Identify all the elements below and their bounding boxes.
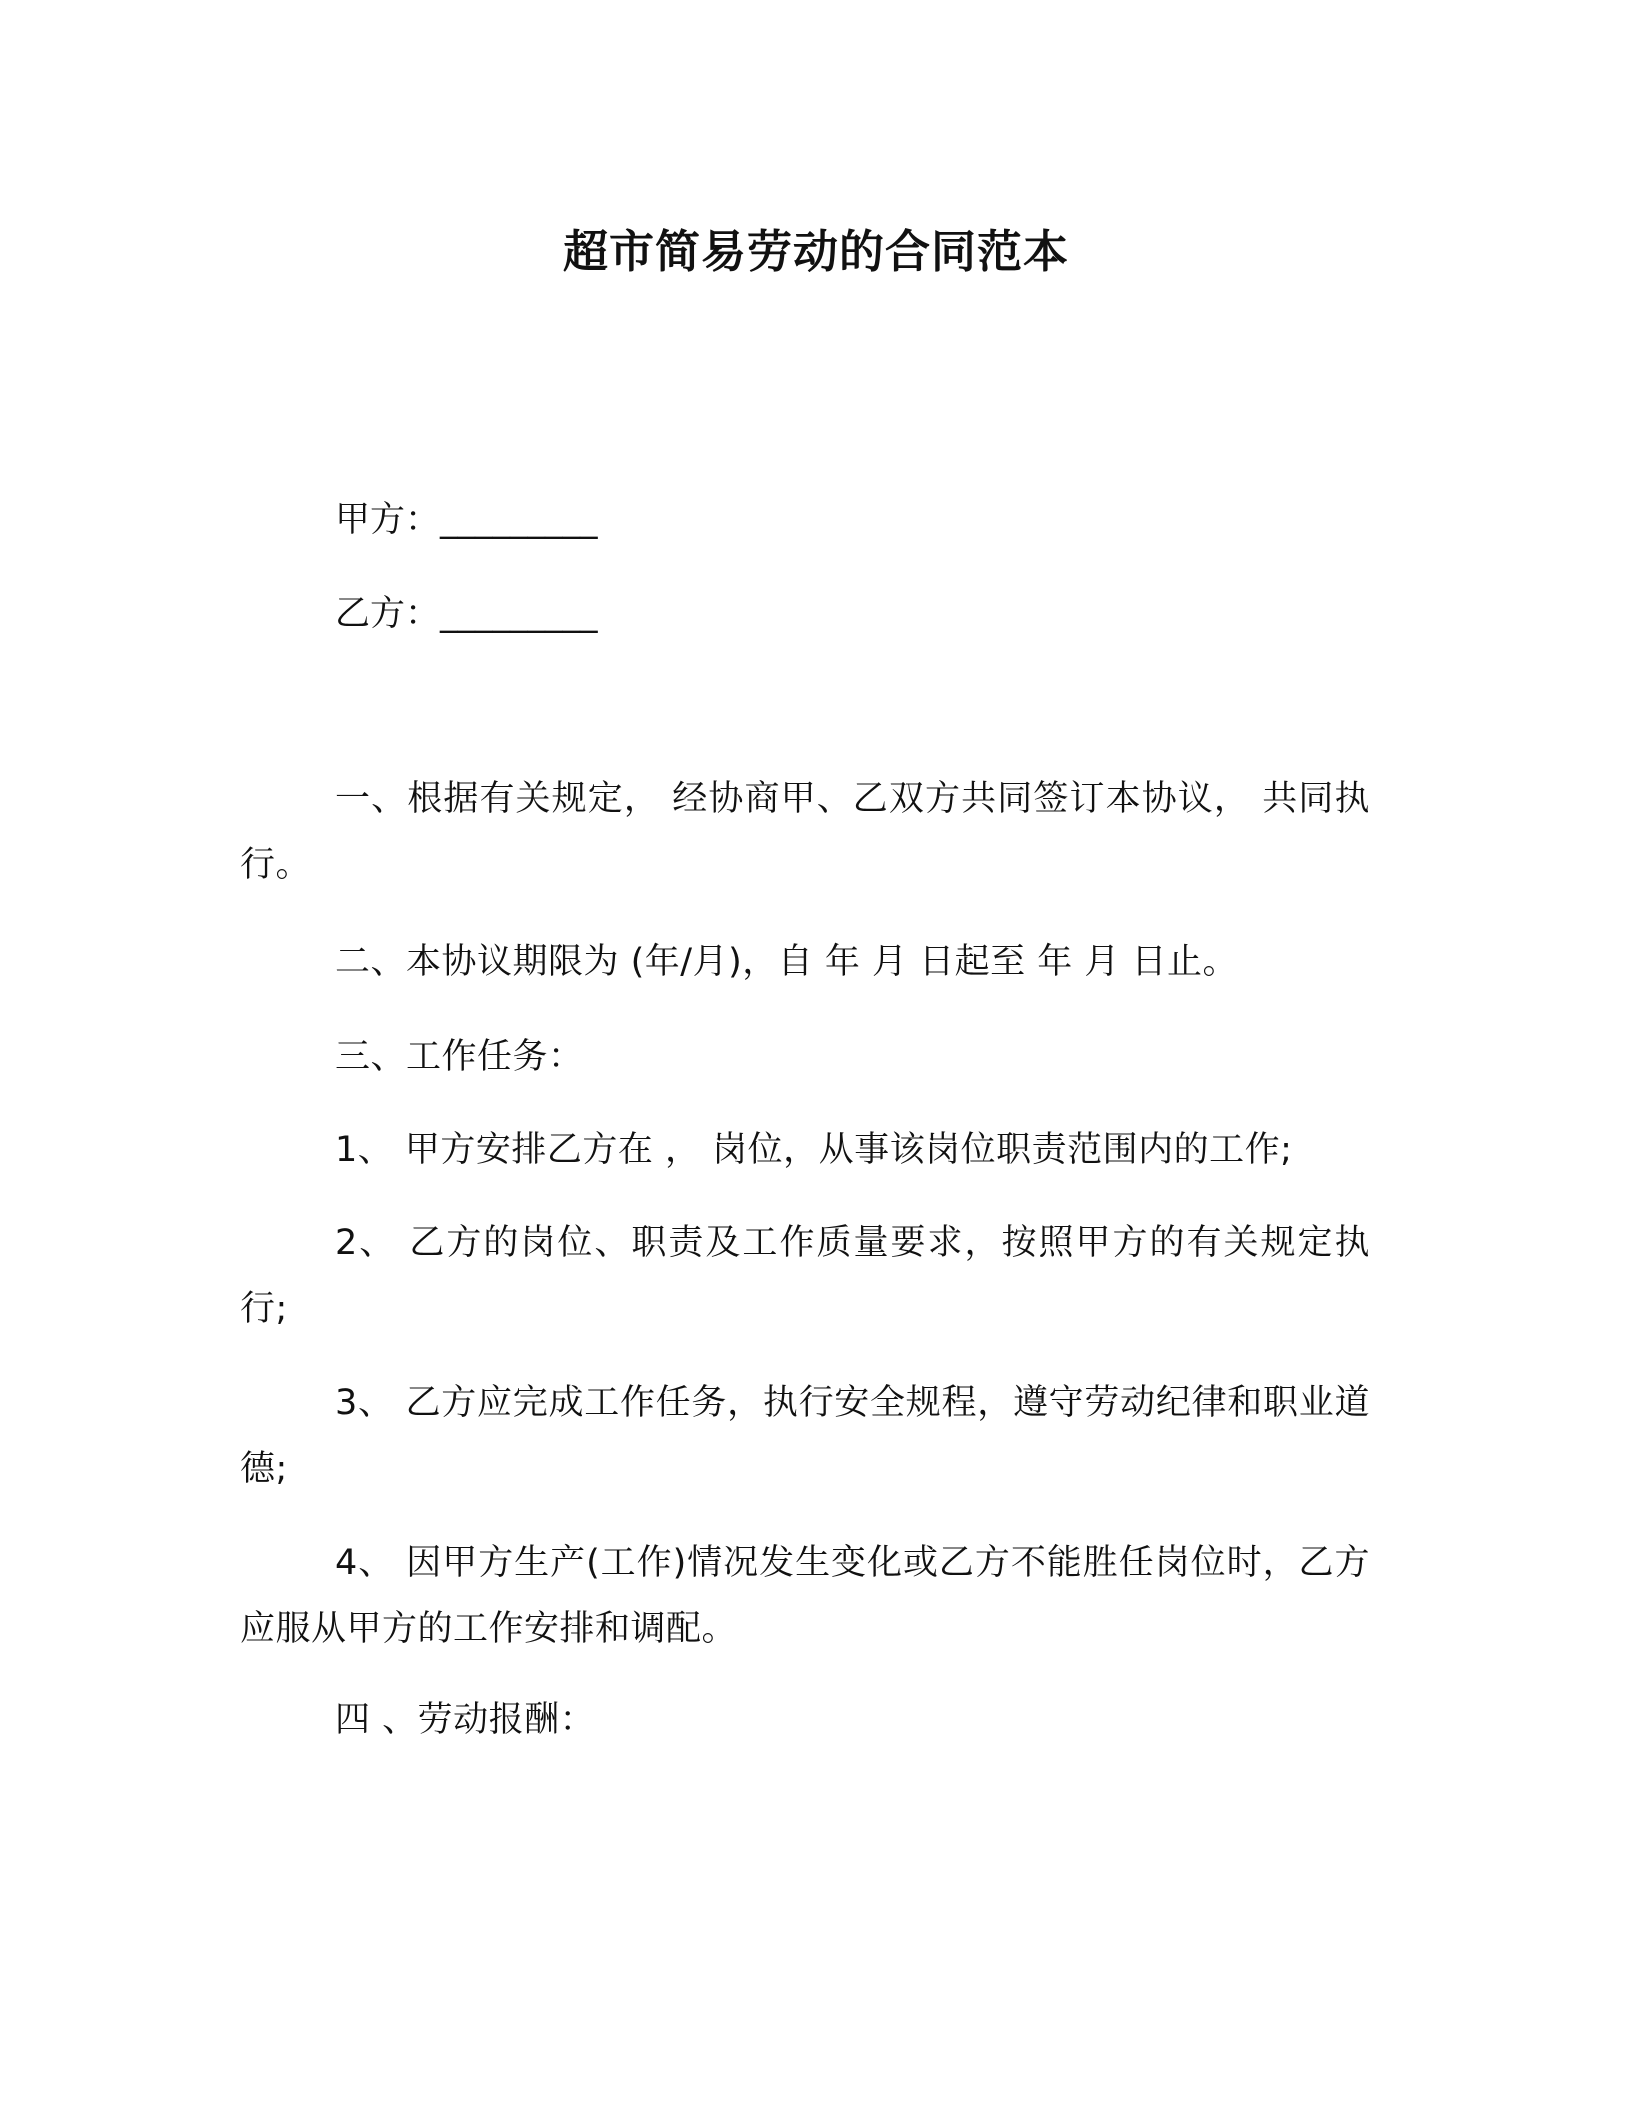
- task-item-4: 4、 因甲方生产(工作)情况发生变化或乙方不能胜任岗位时，乙方应服从甲方的工作安排和调配。: [240, 1543, 1370, 1649]
- clause-2-paragraph: 二、本协议期限为 (年/月)，自 年 月 日起至 年 月 日止。: [335, 942, 1238, 982]
- party-a-line: 甲方：_________: [335, 500, 598, 540]
- task-item-1: 1、 甲方安排乙方在 ， 岗位，从事该岗位职责范围内的工作;: [335, 1130, 1293, 1170]
- clause-4-heading: 四 、劳动报酬：: [335, 1700, 596, 1740]
- task-item-2: 2、 乙方的岗位、职责及工作质量要求，按照甲方的有关规定执行;: [240, 1223, 1370, 1329]
- task-item-3: 3、 乙方应完成工作任务，执行安全规程，遵守劳动纪律和职业道德;: [240, 1383, 1370, 1489]
- clause-3-heading: 三、工作任务：: [335, 1037, 584, 1077]
- clause-1-paragraph: 一、根据有关规定， 经协商甲、乙双方共同签订本协议， 共同执行。: [240, 779, 1370, 885]
- party-b-line: 乙方：_________: [335, 594, 598, 634]
- document-title: 超市简易劳动的合同范本: [562, 225, 1069, 278]
